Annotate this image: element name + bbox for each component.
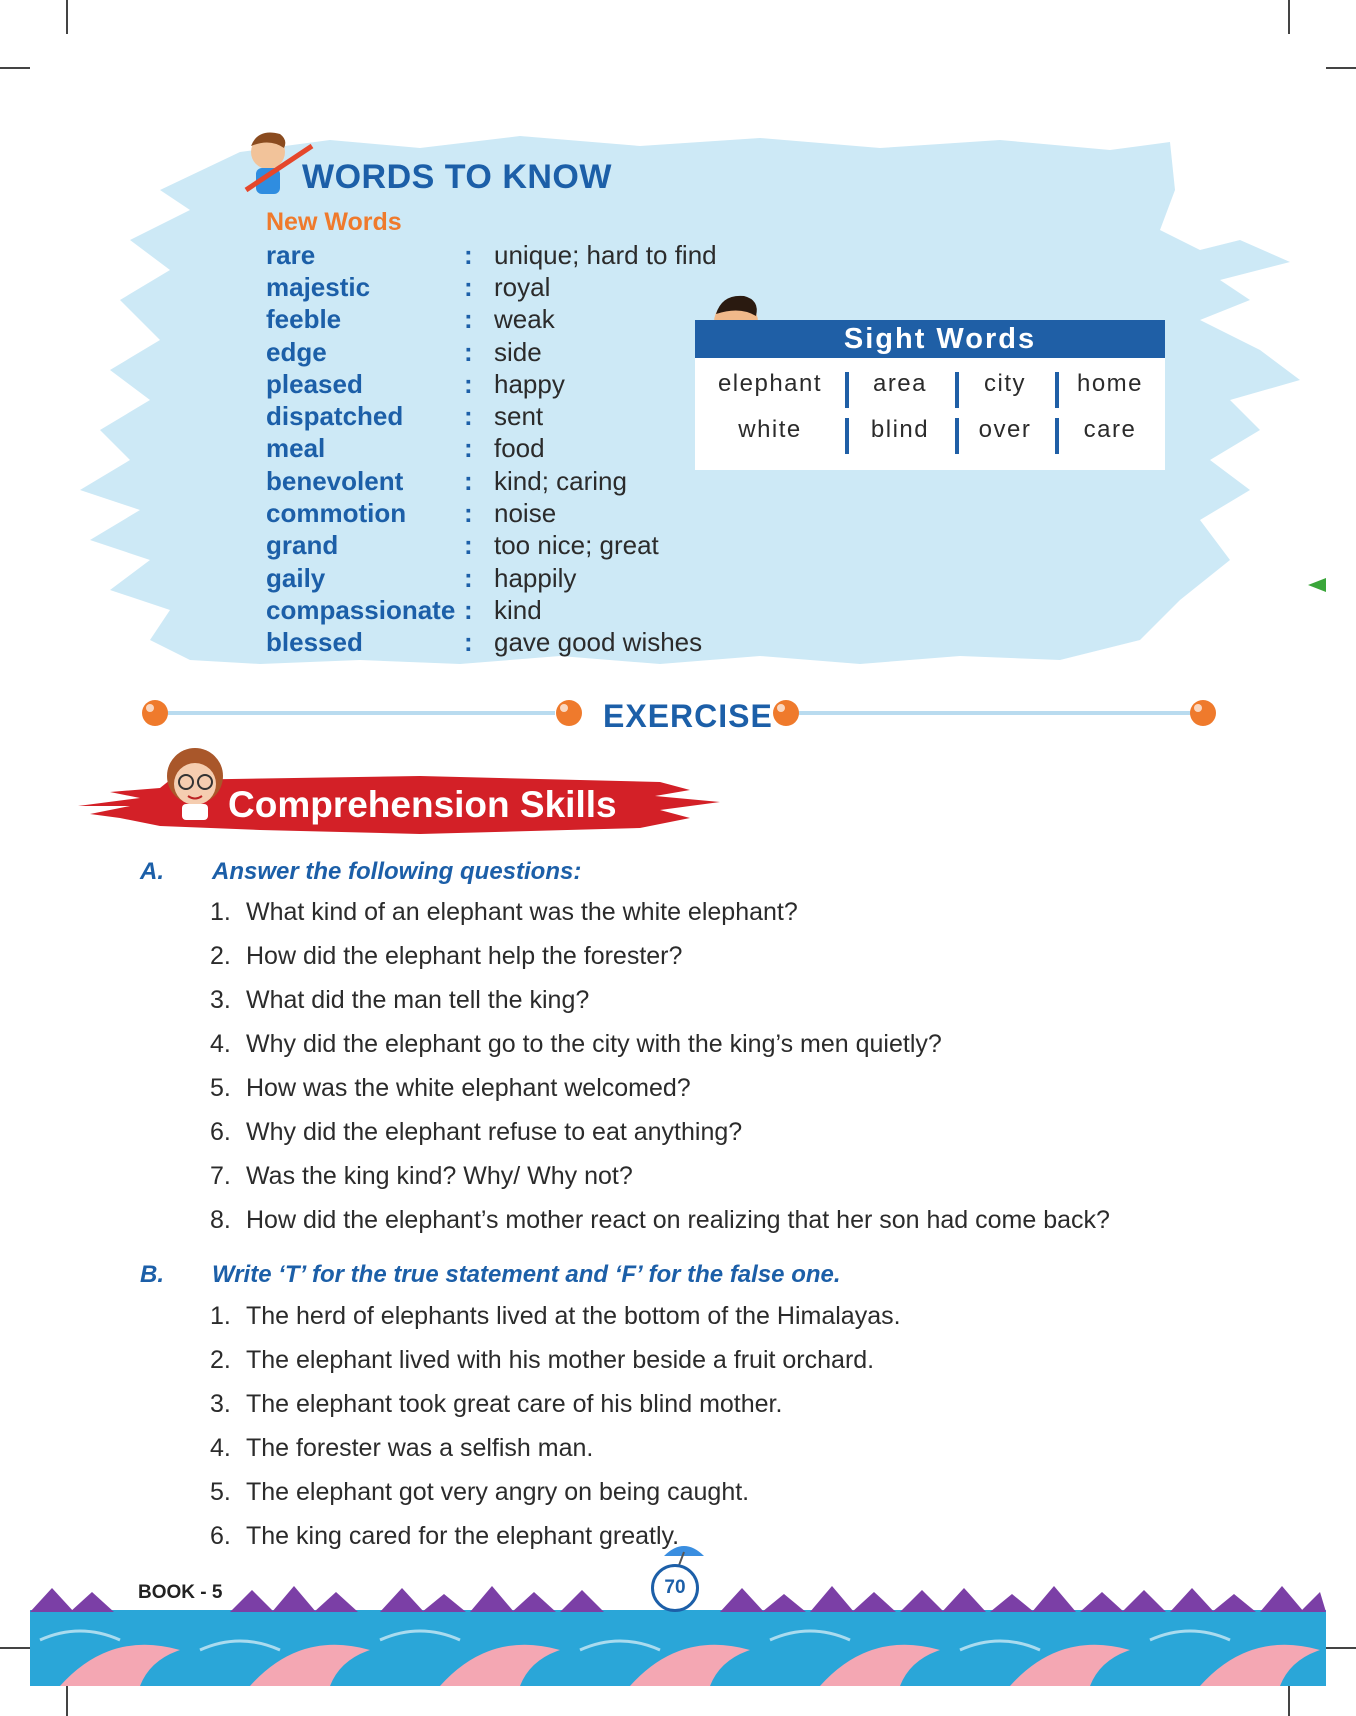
- vocab-row: [266, 336, 736, 368]
- statement-text: The herd of elephants lived at the bottom of the Himalayas.: [246, 1302, 901, 1330]
- vocab-meaning: happy: [494, 368, 565, 399]
- sight-word: home: [1076, 370, 1144, 397]
- question-number: 4.: [210, 1030, 231, 1058]
- sight-divider: [955, 372, 959, 408]
- statement-number: 5.: [210, 1478, 231, 1506]
- question-text: What kind of an elephant was the white elephant?: [246, 898, 798, 926]
- vocab-meaning: too nice; great: [494, 530, 659, 561]
- question-text: Was the king kind? Why/ Why not?: [246, 1162, 633, 1190]
- question-text: What did the man tell the king?: [246, 986, 590, 1014]
- new-words-subtitle: New Words: [266, 208, 402, 236]
- statement-number: 1.: [210, 1302, 231, 1330]
- vocab-colon: :: [464, 336, 473, 367]
- sight-divider: [845, 418, 849, 454]
- orange-dot: [142, 700, 168, 726]
- vocab-colon: :: [464, 239, 473, 270]
- vocab-meaning: sent: [494, 401, 544, 432]
- vocab-word: benevolent: [266, 465, 404, 496]
- sight-word: white: [738, 416, 802, 443]
- section-a-letter: A.: [140, 858, 164, 885]
- vocab-colon: :: [464, 401, 473, 432]
- vocab-row: [266, 497, 736, 529]
- question-number: 2.: [210, 942, 231, 970]
- vocab-word: gaily: [266, 562, 326, 593]
- statement-number: 6.: [210, 1522, 231, 1550]
- vocab-colon: :: [464, 433, 473, 464]
- question-number: 6.: [210, 1118, 231, 1146]
- statement-item: [210, 1390, 901, 1434]
- vocab-meaning: royal: [494, 271, 551, 302]
- vocab-colon: :: [464, 562, 473, 593]
- vocab-row: [266, 594, 736, 626]
- sight-word: city: [984, 370, 1026, 397]
- question-item: [210, 1118, 1110, 1162]
- statement-text: The elephant took great care of his blind mother.: [246, 1390, 783, 1418]
- question-number: 8.: [210, 1206, 231, 1234]
- vocab-word: majestic: [266, 271, 371, 302]
- sight-word: elephant: [717, 370, 823, 397]
- statement-number: 2.: [210, 1346, 231, 1374]
- question-text: How was the white elephant welcomed?: [246, 1074, 691, 1102]
- section-a-heading: Answer the following questions:: [212, 858, 582, 885]
- question-number: 1.: [210, 898, 231, 926]
- vocab-word: blessed: [266, 627, 363, 658]
- section-b-letter: B.: [140, 1261, 164, 1288]
- vocab-colon: :: [464, 530, 473, 561]
- vocab-meaning: weak: [494, 304, 555, 335]
- statement-item: [210, 1346, 901, 1390]
- statement-number: 3.: [210, 1390, 231, 1418]
- statement-number: 4.: [210, 1434, 231, 1462]
- vocab-word: rare: [266, 239, 316, 270]
- vocab-meaning: gave good wishes: [494, 627, 703, 658]
- vocab-word: meal: [266, 433, 326, 464]
- orange-dot: [1190, 700, 1216, 726]
- exercise-title: EXERCISE: [603, 698, 773, 734]
- question-number: 3.: [210, 986, 231, 1014]
- sight-word: area: [872, 370, 928, 397]
- vocab-meaning: noise: [494, 498, 557, 529]
- vocab-meaning: side: [494, 336, 542, 367]
- question-item: [210, 1206, 1110, 1250]
- vocab-word: compassionate: [266, 594, 456, 625]
- question-number: 5.: [210, 1074, 231, 1102]
- vocab-meaning: kind: [494, 594, 542, 625]
- vocab-meaning: unique; hard to find: [494, 239, 717, 270]
- green-mark-icon: [1308, 578, 1326, 592]
- statement-item: [210, 1302, 901, 1346]
- vocab-colon: :: [464, 627, 473, 658]
- vocab-row: [266, 433, 736, 465]
- vocab-row: [266, 239, 736, 271]
- section-a-questions: [210, 898, 1110, 1250]
- vocab-row: [266, 530, 736, 562]
- sight-word: care: [1083, 416, 1137, 443]
- vocab-colon: :: [464, 594, 473, 625]
- vocab-colon: :: [464, 304, 473, 335]
- vocab-word: feeble: [266, 304, 342, 335]
- vocab-row: [266, 562, 736, 594]
- vocab-row: [266, 465, 736, 497]
- sight-words-title: Sight Words: [695, 320, 1165, 358]
- vocab-row: [266, 368, 736, 400]
- sight-divider: [1055, 372, 1059, 408]
- question-text: How did the elephant’s mother react on realizing that her son had come back?: [246, 1206, 1110, 1234]
- question-item: [210, 942, 1110, 986]
- statement-text: The king cared for the elephant greatly.: [246, 1522, 680, 1550]
- words-to-know-title: WORDS TO KNOW: [302, 158, 612, 196]
- question-text: Why did the elephant go to the city with the king’s men quietly?: [246, 1030, 942, 1058]
- vocab-colon: :: [464, 465, 473, 496]
- vocab-word: commotion: [266, 498, 407, 529]
- question-item: [210, 1030, 1110, 1074]
- question-text: How did the elephant help the forester?: [246, 942, 683, 970]
- vocab-word: dispatched: [266, 401, 404, 432]
- page-number: 70: [651, 1564, 699, 1612]
- vocab-meaning: happily: [494, 562, 577, 593]
- sight-words-row: [695, 416, 1165, 444]
- question-item: [210, 986, 1110, 1030]
- vocab-meaning: food: [494, 433, 545, 464]
- sight-divider: [845, 372, 849, 408]
- sight-words-box: [695, 320, 1165, 470]
- orange-dot: [556, 700, 582, 726]
- question-number: 7.: [210, 1162, 231, 1190]
- sight-divider: [1055, 418, 1059, 454]
- vocab-row: [266, 400, 736, 432]
- vocabulary-list: [266, 239, 736, 659]
- sight-words-row: [695, 370, 1165, 398]
- question-item: [210, 898, 1110, 942]
- vocab-word: edge: [266, 336, 327, 367]
- sight-word: over: [978, 416, 1032, 443]
- vocab-word: grand: [266, 530, 339, 561]
- question-item: [210, 1162, 1110, 1206]
- vocab-colon: :: [464, 498, 473, 529]
- statement-text: The forester was a selfish man.: [246, 1434, 594, 1462]
- sight-divider: [955, 418, 959, 454]
- question-text: Why did the elephant refuse to eat anything?: [246, 1118, 743, 1146]
- statement-item: [210, 1522, 901, 1566]
- statement-text: The elephant lived with his mother beside a fruit orchard.: [246, 1346, 875, 1374]
- statement-item: [210, 1434, 901, 1478]
- comprehension-title: Comprehension Skills: [228, 784, 617, 825]
- vocab-colon: :: [464, 271, 473, 302]
- vocab-row: [266, 271, 736, 303]
- vocab-colon: :: [464, 368, 473, 399]
- section-b-heading: Write ‘T’ for the true statement and ‘F’ for the false one.: [212, 1261, 841, 1288]
- vocab-row: [266, 627, 736, 659]
- statement-item: [210, 1478, 901, 1522]
- orange-dot: [773, 700, 799, 726]
- vocab-row: [266, 304, 736, 336]
- vocab-word: pleased: [266, 368, 363, 399]
- sight-word: blind: [870, 416, 930, 443]
- vocab-meaning: kind; caring: [494, 465, 627, 496]
- book-label: BOOK - 5: [138, 1582, 223, 1603]
- question-item: [210, 1074, 1110, 1118]
- statement-text: The elephant got very angry on being caught.: [246, 1478, 750, 1506]
- section-b-statements: [210, 1302, 901, 1566]
